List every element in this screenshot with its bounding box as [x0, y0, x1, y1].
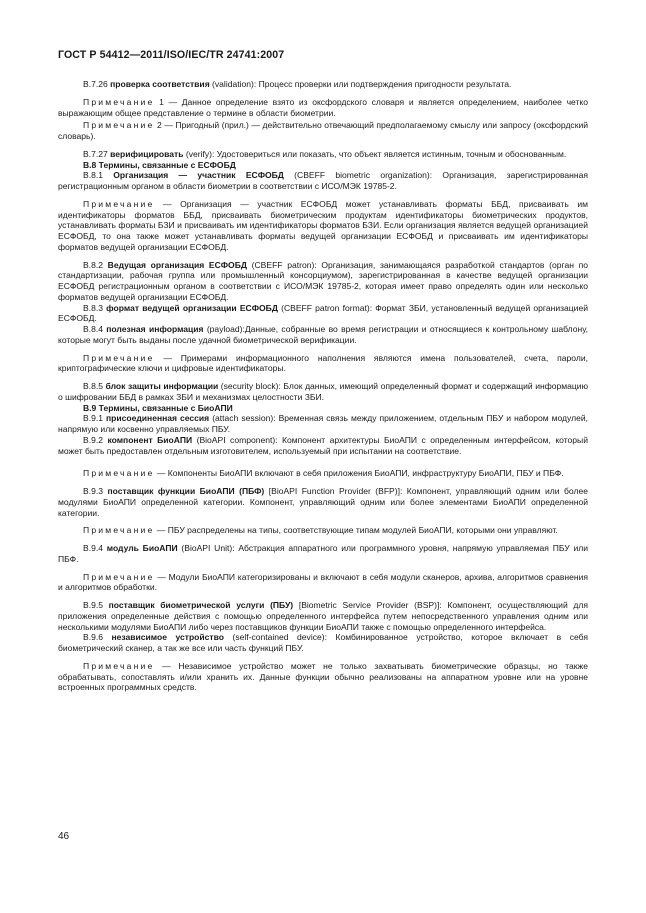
term: полезная информация	[106, 324, 204, 334]
term: блок защиты информации	[105, 381, 219, 391]
term-paragraph: В.9.6 независимое устройство (self-contained device): Комбинированное устройство, которое включает в себя биометрический сканер, а так же все или часть функций ПБУ.	[58, 632, 588, 653]
page-number: 46	[58, 831, 70, 842]
term: независимое устройство	[111, 632, 224, 643]
term-paragraph: В.9.1 присоединенная сессия (attach session): Временная связь между приложением, отдельным ПБУ и набором модулей, напрямую или косвенно управляемых ПБУ.	[58, 413, 589, 434]
note-paragraph: Примечание — Примерами информационного наполнения являются имена пользователей, счета, пароли, криптографические ключи и цифровые идентификаторы.	[58, 352, 588, 374]
section-heading: В.8 Термины, связанные с ЕСФОБД	[83, 159, 236, 170]
term: Ведущая организация ЕСФОБД	[107, 259, 247, 270]
term: Организация — участник ЕСФОБД	[113, 170, 284, 181]
note-label: Примечание	[83, 198, 155, 209]
note-label: Примечание	[83, 525, 155, 536]
note-paragraph: Примечание — ПБУ распределены на типы, соответствующие типам модулей БиоАПИ, которыми они управляют.	[83, 525, 558, 536]
document-header: ГОСТ Р 54412—2011/ISO/IEC/TR 24741:2007	[58, 49, 285, 61]
term: компонент БиоАПИ	[107, 434, 193, 445]
term-paragraph: В.8.4 полезная информация (payload):Данные, собранные во время регистрации и относящиеся к контрольному шаблону, которые могут быть выданы после удачной биометрической верификации.	[58, 324, 588, 345]
term-paragraph: В.9.4 модуль БиоАПИ (BioAPI Unit): Абстракция аппаратного или программного уровня, напрямую управляемая ПБУ или ПБФ.	[58, 543, 588, 564]
term-paragraph: В.9.2 компонент БиоАПИ (BioAPI component): Компонент архитектуры БиоАПИ с определенным интерфейсом, который может быть предоставлен отдельным изготовителем, используемый при испытании на соответствие.	[58, 434, 588, 456]
term: верифицировать	[110, 148, 184, 159]
term-paragraph: В.8.1 Организация — участник ЕСФОБД (CBEFF biometric organization): Организация, зарегистрированная регистрационным органом в области биометрии в соответствии с ИСО/МЭК 19785-2.	[58, 170, 588, 191]
term-paragraph: В.9.5 поставщик биометрической услуги (ПБУ) [Biometric Service Provider (BSP)]: Компонент, осуществляющий для приложения определенные действия с помощью определенного интерфейса путем непосредственного управления одним или несколькими модулями БиоАПИ либо через поставщиков функции БиоАПИ также с помощью определенного интерфейса.	[58, 600, 588, 632]
document-body	[58, 79, 588, 693]
term-paragraph: В.9.3 поставщик функции БиоАПИ (ПБФ) [BioAPI Function Provider (BFP)]: Компонент, управляющий одним или более модулями БиоАПИ определенной категории. Компонент, управляющий одним или более элементами БиоАПИ определенной категории.	[58, 486, 588, 518]
note-paragraph: Примечание — Компоненты БиоАПИ включают в себя приложения БиоАПИ, инфраструктуру БиоАПИ, ПБУ и ПБФ.	[83, 468, 564, 479]
note-label: Примечание	[83, 571, 155, 582]
note-label: Примечание	[83, 120, 155, 131]
term: модуль БиоАПИ	[106, 543, 178, 553]
note-label: Примечание	[83, 468, 155, 479]
note-paragraph: Примечание — Независимое устройство может не только захватывать биометрические образцы, но также обрабатывать, сопоставлять и/или хранить их. Данные функции обычно реализованы на аппаратном уровне или на уровне встроенных программных средств.	[58, 660, 588, 693]
term: присоединенная сессия	[105, 413, 210, 424]
term: формат ведущей организации ЕСФОБД	[106, 302, 278, 313]
note-label: Примечание	[83, 660, 155, 671]
note-paragraph: Примечание — Модули БиоАПИ категоризированы и включают в себя модули сканеров, архива, алгоритмов сравнения и алгоритмов обработки.	[58, 571, 588, 593]
term: поставщик биометрической услуги (ПБУ)	[108, 600, 294, 610]
section-heading: В.9 Термины, связанные с БиоАПИ	[83, 402, 233, 413]
term: поставщик функции БиоАПИ (ПБФ)	[107, 486, 265, 496]
note-label: Примечание	[83, 352, 155, 363]
note-paragraph: Примечание 1 — Данное определение взято из оксфордского словаря и является определением, наиболее четко выражающим общее представление о термине в области биометрии.	[58, 96, 588, 118]
term-paragraph: В.8.2 Ведущая организация ЕСФОБД (CBEFF patron): Организация, занимающаяся разработкой стандартов (орган по стандартизации, рабочая группа или промышленный консорциумом), зарегистрированная в качестве ведущей организации ЕСФОБД регистрационным органом в соответствии с ИСО/МЭК 19785-2, которая имеет право определять один или несколько форматов ведущей организации ЕСФОБД.	[58, 259, 589, 302]
term-paragraph: В.7.26 проверка соответствия (validation): Процесс проверки или подтверждения пригодности результата.	[83, 79, 512, 89]
term-paragraph: В.8.5 блок защиты информации (security block): Блок данных, имеющий определенный формат и содержащий информацию о шифровании ББД в рамках ЗБИ и механизмах целостности ЗБИ.	[58, 381, 588, 402]
note-paragraph: Примечание 2 — Пригодный (прил.) — действительно отвечающий предполагаемому смыслу или запросу (оксфордский словарь).	[58, 120, 588, 141]
note-label: Примечание	[83, 96, 155, 107]
note-paragraph: Примечание — Организация — участник ЕСФОБД может устанавливать форматы ББД, присваивать им идентификаторы форматов ББД, присваивать биометрическим продуктам идентификаторы биометрических продуктов, устанавливать форматы БЗИ и присваивать им идентификаторы форматов БЗИ. Если организация является ведущей организацией ЕСФОБД, то она также может устанавливать форматы ведущей организации ЕСФОБД и присваивать им идентификаторы форматов ведущей организации ЕСФОБД.	[58, 198, 588, 252]
term: проверка соответствия	[110, 79, 210, 89]
term-paragraph: В.7.27 верифицировать (verify): Удостовериться или показать, что объект является истинным, точным и обоснованным.	[83, 148, 567, 159]
term-paragraph: В.8.3 формат ведущей организации ЕСФОБД (CBEFF patron format): Формат ЗБИ, установленный ведущей организацией ЕСФОБД.	[58, 302, 588, 324]
